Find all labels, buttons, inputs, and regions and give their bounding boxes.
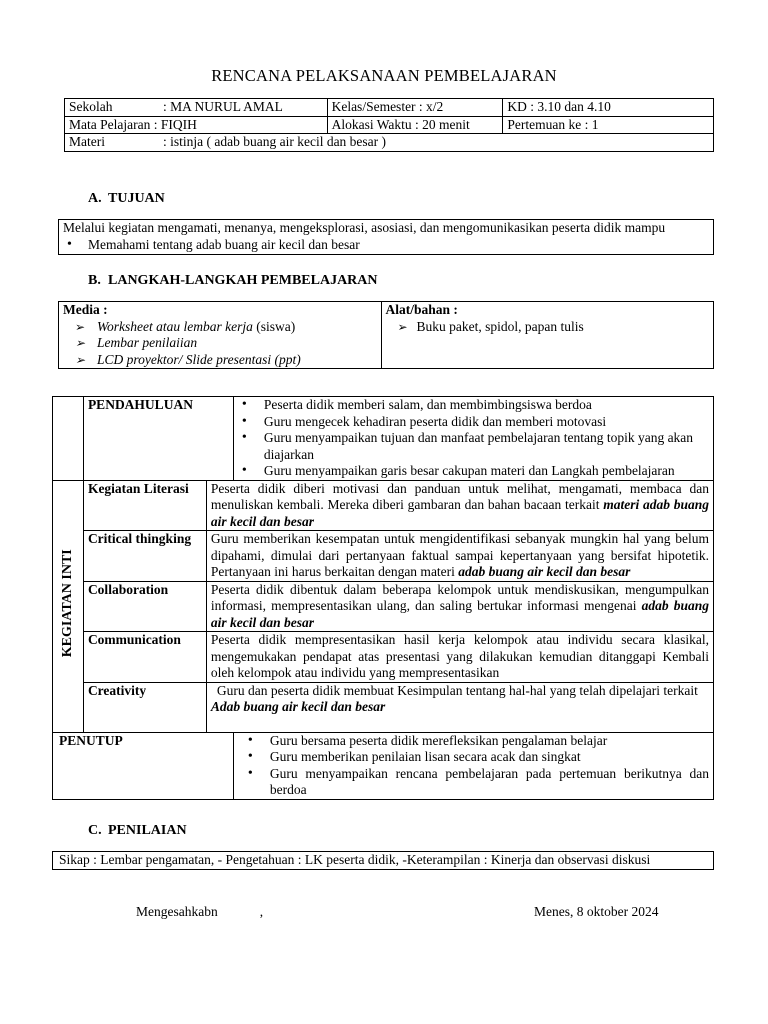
penilaian-cell: Sikap : Lembar pengamatan, - Pengetahuan : LK peserta didik, -Keterampilan : Kinerja dan observasi diskusi (53, 852, 714, 870)
creat-emph: Adab buang air kecil dan besar (210, 699, 386, 714)
sekolah-label: Sekolah (69, 99, 113, 114)
sekolah-cell (65, 99, 328, 117)
section-a-heading (88, 191, 165, 208)
media-cell (59, 302, 382, 369)
media-item: ➢ LCD proyektor/ Slide presentasi (ppt) (63, 352, 377, 369)
alokasi-cell: Alokasi Waktu : 20 menit (327, 116, 503, 134)
penutup-label: PENUTUP (53, 732, 234, 799)
mengesahkan-label: Mengesahkabn (136, 904, 218, 919)
pertemuan-cell: Pertemuan ke : 1 (503, 116, 714, 134)
section-a-title: TUJUAN (108, 191, 165, 206)
collab-emph: adab buang air kecil dan besar (210, 598, 709, 630)
creat-cell (206, 682, 713, 732)
penutup-item: • Guru bersama peserta didik merefleksikan pengalaman belajar (240, 733, 709, 750)
tujuan-table (58, 219, 714, 255)
comm-cell: Peserta didik mempresentasikan hasil kerja kelompok atau individu secara klasikal, mengemukakan pendapat atas presentasi yang dilakukan kemudian ditanggapi Kembali oleh kelompok atau individu yang mempresentasikan (206, 632, 713, 683)
materi-cell (65, 134, 714, 152)
section-b-title: LANGKAH-LANGKAH PEMBELAJARAN (108, 273, 378, 288)
pendahuluan-item: • Guru menyampaikan garis besar cakupan materi dan Langkah pembelajaran (234, 463, 705, 480)
section-a-letter: A. (88, 191, 102, 206)
critical-cell (206, 531, 713, 582)
penutup-item: • Guru memberikan penilaian lisan secara acak dan singkat (240, 749, 709, 766)
section-b-heading (88, 273, 378, 290)
tujuan-item: • Memahami tentang adab buang air kecil dan besar (59, 237, 709, 254)
collab-label: Collaboration (83, 581, 206, 632)
comm-label: Communication (83, 632, 206, 683)
footer-date: Menes, 8 oktober 2024 (534, 904, 659, 919)
media-item: ➢ Lembar penilaiian (63, 335, 377, 352)
kegiatan-table (52, 396, 714, 800)
section-c-letter: C. (88, 823, 102, 838)
document-title: RENCANA PELAKSANAAN PEMBELAJARAN (211, 66, 557, 85)
identity-table (64, 98, 714, 152)
inti-side (53, 480, 84, 732)
media-label: Media : (63, 302, 108, 317)
footer-comma: , (259, 904, 264, 919)
inti-label: KEGIATAN INTI (59, 548, 75, 657)
alat-item: ➢ Buku paket, spidol, papan tulis (386, 319, 709, 336)
pendahuluan-item: • Guru mengecek kehadiran peserta didik dan memberi motovasi (234, 414, 705, 431)
kelas-cell: Kelas/Semester : x/2 (327, 99, 503, 117)
mapel-cell: Mata Pelajaran : FIQIH (65, 116, 328, 134)
pendahuluan-label: PENDAHULUAN (83, 397, 233, 481)
pendahuluan-item: • Guru menyampaikan tujuan dan manfaat pembelajaran tentang topik yang akan diajarkan (234, 430, 705, 463)
materi-label: Materi (69, 134, 105, 149)
footer-left (136, 904, 263, 921)
collab-text: Peserta didik dibentuk dalam beberapa kelompok untuk mendiskusikan, mengumpulkan informasi, mempresentasikan ulang, dan saling bertukar informasi mengenai (210, 581, 709, 613)
penilaian-table (52, 851, 714, 870)
critical-emph: adab buang air kecil dan besar (458, 564, 631, 579)
creat-label: Creativity (83, 682, 206, 732)
literasi-text: Peserta didik diberi motivasi dan panduan untuk melihat, mengamati, membaca dan menuliskan kembali. Mereka diberi gambaran dan bahan bacaan terkait (210, 480, 709, 512)
sekolah-value: : MA NURUL AMAL (163, 99, 283, 114)
literasi-label: Kegiatan Literasi (83, 480, 206, 531)
pendahuluan-cell (233, 397, 713, 481)
pendahuluan-item: • Peserta didik memberi salam, dan membimbingsiswa berdoa (234, 397, 705, 414)
alat-label: Alat/bahan : (385, 302, 458, 317)
critical-text: Guru memberikan kesempatan untuk mengidentifikasi sebanyak mungkin hal yang belum dipahami, dimulai dari pertanyaan faktual sampai kepertanyaan yang bersifat hipotetik. Pertanyaan ini harus berkaitan dengan materi (210, 531, 709, 579)
section-b-letter: B. (88, 273, 101, 288)
pendahuluan-side (53, 397, 84, 481)
creat-text: Guru dan peserta didik membuat Kesimpulan tentang hal-hal yang telah dipelajari terkait (216, 682, 698, 698)
literasi-emph: materi adab buang air kecil dan besar (210, 497, 710, 529)
collab-cell (206, 581, 713, 632)
kd-cell: KD : 3.10 dan 4.10 (503, 99, 714, 117)
materi-value: : istinja ( adab buang air kecil dan besar ) (163, 134, 387, 149)
penutup-item: • Guru menyampaikan rencana pembelajaran pada pertemuan berikutnya dan berdoa (240, 766, 709, 799)
tujuan-intro: Melalui kegiatan mengamati, menanya, mengeksplorasi, asosiasi, dan mengomunikasikan peserta didik mampu (63, 220, 666, 235)
critical-label: Critical thingking (83, 531, 206, 582)
literasi-cell (206, 480, 713, 531)
section-c-heading (88, 823, 187, 840)
media-table (58, 301, 714, 369)
tujuan-cell (59, 220, 714, 255)
media-item: ➢ Worksheet atau lembar kerja (siswa) (63, 319, 377, 336)
section-c-title: PENILAIAN (108, 823, 187, 838)
alat-cell (381, 302, 713, 369)
penutup-cell (233, 732, 713, 799)
